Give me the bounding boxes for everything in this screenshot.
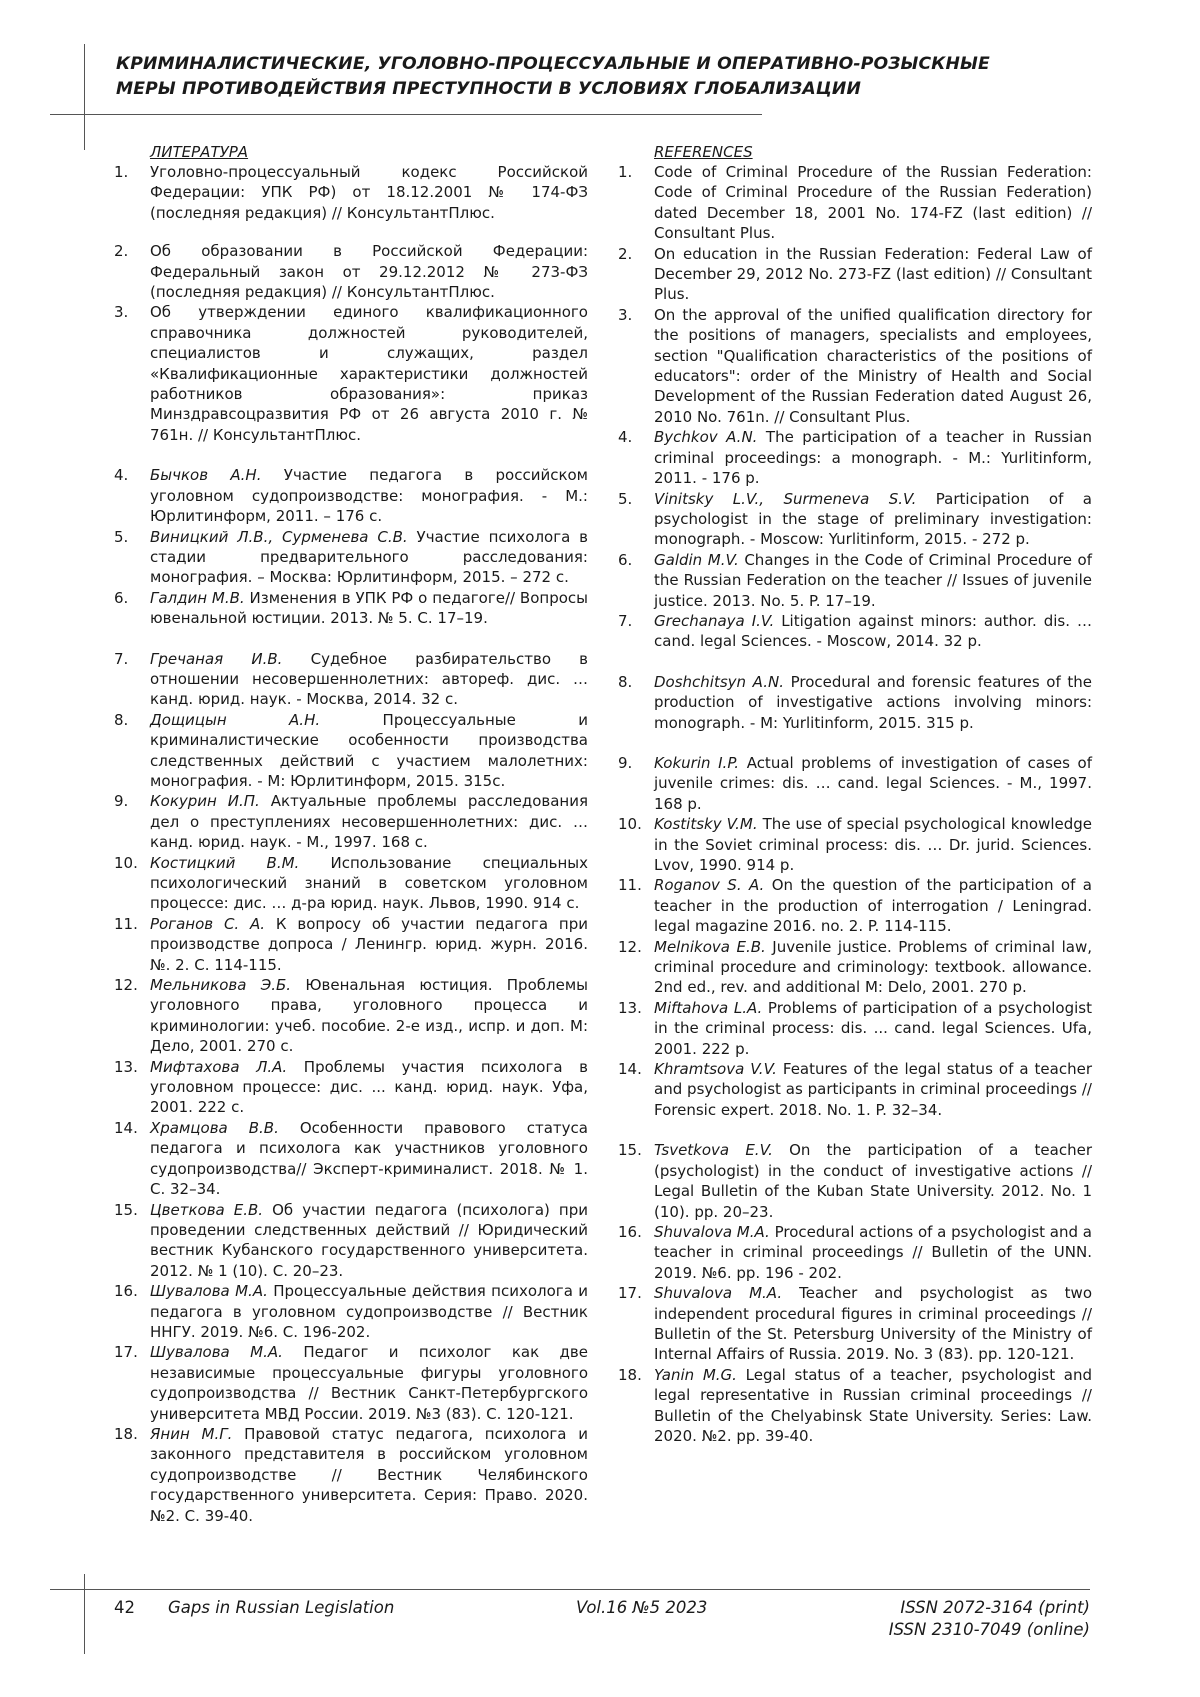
reference-text: Changes in the Code of Criminal Procedure of the Russian Federation on the teacher // Issues of juvenile justice. 2013. No. 5. P. 17–19. [654,550,1092,610]
reference-item [618,937,1092,998]
reference-item [618,305,1092,427]
reference-number: 14. [618,1060,642,1079]
reference-number: 7. [114,649,129,668]
reference-number: 9. [114,792,129,811]
reference-number: 13. [114,1057,138,1076]
reference-number: 12. [618,937,642,956]
header-horizontal-rule [50,114,762,115]
reference-number: 3. [618,305,633,324]
reference-number: 12. [114,976,138,995]
reference-item [618,753,1092,814]
reference-item [618,1283,1092,1365]
reference-number: 11. [114,914,138,933]
reference-number: 11. [618,876,642,895]
reference-item [618,611,1092,652]
reference-author: Doshchitsyn A.N. [654,672,784,691]
reference-author: Шувалова М.А. [150,1343,283,1362]
reference-number: 1. [618,163,633,181]
footer-horizontal-rule [50,1589,1090,1590]
reference-text: On the question of the participation of a teacher in the production of interrogation / Leningrad. legal magazine 2016. no. 2. P. 114-115. [654,876,1092,936]
reference-item [114,1424,588,1526]
literature-heading: ЛИТЕРАТУРА [150,143,249,161]
reference-number: 18. [114,1424,138,1443]
reference-text: Уголовно-процессуальный кодекс Российской Федерации: УПК РФ) от 18.12.2001 № 174-ФЗ (последняя редакция) // КонсультантПлюс. [150,163,588,222]
reference-text: Problems of participation of a psychologist in the criminal process: dis. ... cand. legal Sciences. Ufa, 2001. 222 p. [654,998,1092,1058]
reference-author: Мифтахова Л.А. [150,1057,288,1076]
reference-author: Храмцова В.В. [150,1118,279,1137]
reference-text: Litigation against minors: author. dis. … cand. legal Sciences. - Moscow, 2014. 32 p. [654,611,1092,651]
reference-number: 9. [618,753,633,772]
running-header-line-1: КРИМИНАЛИСТИЧЕСКИЕ, УГОЛОВНО-ПРОЦЕССУАЛЬНЫЕ И ОПЕРАТИВНО-РОЗЫСКНЫЕ [116,54,990,74]
reference-item [114,1200,588,1282]
reference-author: Цветкова Е.В. [150,1200,264,1219]
reference-author: Бычков А.Н. [150,466,262,485]
issn-online: ISSN 2310-7049 (online) [888,1620,1090,1639]
reference-author: Tsvetkova E.V. [654,1141,773,1160]
reference-author: Shuvalova M.A. [654,1284,783,1303]
reference-item [618,1059,1092,1120]
reference-author: Shuvalova M.A. [654,1222,770,1241]
reference-number: 8. [114,710,129,729]
reference-text: Ювенальная юстиция. Проблемы уголовного права, уголовного процесса и криминологии: учеб. пособие. 2-е изд., испр. и доп. М: Дело, 2001. 270 с. [150,976,588,1056]
reference-number: 7. [618,611,633,630]
reference-item [114,710,588,792]
reference-item [114,853,588,914]
reference-text: The use of special psychological knowledge in the Soviet criminal process: dis. … Dr. jurid. Sciences. Lvov, 1990. 914 p. [654,815,1093,874]
reference-text: Актуальные проблемы расследования дел о преступлениях несовершеннолетних: дис. … канд. юрид. наук. - М., 1997. 168 с. [150,792,588,852]
reference-text: On the participation of a teacher (psychologist) in the conduct of investigative actions // Legal Bulletin of the Kuban State University. 2012. No. 1 (10). pp. 20–23. [654,1141,1092,1221]
reference-item [114,1057,588,1118]
reference-text: Об участии педагога (психолога) при проведении следственных действий // Юридический вестник Кубанского государственного университета. 2012. № 1 (10). С. 20–23. [150,1200,588,1280]
reference-item [618,1140,1092,1222]
reference-author: Мельникова Э.Б. [150,976,292,995]
reference-item [618,1222,1092,1283]
running-header-line-2: МЕРЫ ПРОТИВОДЕЙСТВИЯ ПРЕСТУПНОСТИ В УСЛОВИЯХ ГЛОБАЛИЗАЦИИ [116,79,861,99]
reference-item [618,998,1092,1059]
reference-number: 17. [618,1284,642,1303]
reference-item [114,791,588,852]
reference-number: 5. [618,489,633,508]
issn-print: ISSN 2072-3164 (print) [900,1598,1090,1617]
reference-number: 13. [618,998,642,1017]
reference-number: 2. [114,242,129,261]
references-list [618,162,1092,1446]
reference-text: К вопросу об участии педагога при производстве допроса / Ленингр. юрид. журн. 2016. №. 2. С. 114-115. [150,914,588,974]
reference-author: Дощицын А.Н. [150,710,321,729]
reference-number: 16. [618,1222,642,1241]
reference-number: 8. [618,672,633,691]
reference-item [114,302,588,445]
reference-author: Galdin M.V. [654,550,739,569]
reference-author: Kokurin I.P. [654,753,740,772]
header-vertical-rule [84,44,85,150]
reference-item [114,914,588,975]
reference-number: 4. [618,428,633,447]
reference-number: 4. [114,466,129,485]
reference-text: Судебное разбирательство в отношении несовершеннолетних: автореф. дис. … канд. юрид. наук. - Москва, 2014. 32 с. [150,649,589,709]
reference-item [114,1342,588,1424]
reference-author: Grechanaya I.V. [654,611,775,630]
reference-text: Actual problems of investigation of cases of juvenile crimes: dis. … cand. legal Sciences. - M., 1997. 168 p. [654,753,1092,813]
reference-item [114,1281,588,1342]
reference-text: Изменения в УПК РФ о педагоге// Вопросы ювенальной юстиции. 2013. № 5. С. 17–19. [150,588,588,628]
reference-author: Melnikova E.B. [654,937,766,956]
reference-item [618,427,1092,488]
reference-author: Кокурин И.П. [150,792,260,811]
literature-column [114,142,588,1526]
reference-author: Bychkov A.N. [654,428,758,447]
reference-author: Miftahova L.A. [654,998,763,1017]
reference-number: 15. [114,1200,138,1219]
reference-item [618,1365,1092,1447]
reference-text: Juvenile justice. Problems of criminal law, criminal procedure and criminology: textbook. allowance. 2nd ed., rev. and additional M: Delo, 2001. 270 p. [654,937,1092,997]
reference-number: 14. [114,1118,138,1137]
reference-item [618,489,1092,550]
reference-text: Процессуальные действия психолога и педагога в уголовном судопроизводстве // Вестник ННГУ. 2019. №6. С. 196-202. [150,1282,588,1341]
reference-number: 6. [618,550,633,569]
reference-author: Kostitsky V.M. [654,815,758,834]
reference-number: 16. [114,1282,138,1301]
reference-author: Шувалова М.А. [150,1282,268,1301]
reference-text: On education in the Russian Federation: Federal Law of December 29, 2012 No. 273-FZ (last edition) // Consultant Plus. [654,244,1092,304]
reference-text: Legal status of a teacher, psychologist and legal representative in Russian criminal proceedings // Bulletin of the Chelyabinsk State University. Series: Law. 2020. №2. pp. 39-40. [654,1365,1092,1445]
reference-text: Использование специальных психологический знаний в советском уголовном процессе: дис. … д-ра юрид. наук. Львов, 1990. 914 с. [150,853,588,913]
running-header [116,52,1116,102]
reference-author: Khramtsova V.V. [654,1060,777,1079]
reference-author: Костицкий В.М. [150,853,300,872]
reference-text: Особенности правового статуса педагога и психолога как участников уголовного судопроизводства// Эксперт-криминалист. 2018. № 1. С. 32–34. [150,1118,588,1199]
journal-volume: Vol.16 №5 2023 [576,1598,708,1617]
reference-number: 10. [618,815,642,834]
reference-author: Yanin M.G. [654,1365,737,1384]
reference-text: Об утверждении единого квалификационного справочника должностей руководителей, специалистов и служащих, раздел «Квалификационные характеристики должностей работников образования»: приказ Минздравсоцразвития РФ от 26 августа 2010 г. № 761н. // КонсультантПлюс. [150,303,588,444]
references-column [618,142,1092,1446]
reference-item [618,814,1092,875]
reference-item [618,550,1092,611]
reference-author: Галдин М.В. [150,588,245,607]
reference-number: 1. [114,163,129,181]
reference-item [618,162,1092,244]
page-number: 42 [114,1598,135,1617]
reference-number: 5. [114,527,129,546]
reference-text: Participation of a psychologist in the stage of preliminary investigation: monograph. - Moscow: Yurlitinform, 2015. - 272 p. [654,489,1092,549]
reference-number: 17. [114,1343,138,1362]
reference-author: Roganov S. A. [654,876,765,895]
reference-number: 15. [618,1141,642,1160]
reference-author: Vinitsky L.V., Surmeneva S.V. [654,489,917,508]
reference-text: Teacher and psychologist as two independent procedural figures in criminal proceedings // Bulletin of the St. Petersburg University of the Ministry of Internal Affairs of Russia. 2019. No. 3 (83). pp. 120-121. [654,1284,1092,1364]
reference-item [618,875,1092,936]
reference-item [114,527,588,588]
reference-number: 18. [618,1365,642,1384]
reference-text: Правовой статус педагога, психолога и законного представителя в российском уголовном судопроизводстве // Вестник Челябинского государственного университета. Серия: Право. 2020. №2. С. 39-40. [150,1424,588,1525]
reference-item [618,244,1092,305]
reference-number: 10. [114,853,138,872]
reference-text: Проблемы участия психолога в уголовном процессе: дис. ... канд. юрид. наук. Уфа, 2001. 222 с. [150,1057,588,1117]
reference-item [114,588,588,629]
reference-item [114,241,588,302]
reference-text: Procedural actions of a psychologist and a teacher in criminal proceedings // Bulletin of the UNN. 2019. №6. pp. 196 - 202. [654,1222,1092,1282]
reference-author: Гречаная И.В. [150,649,283,668]
reference-text: Procedural and forensic features of the production of investigative actions involving minors: monograph. - M: Yurlitinform, 2015. 315 p. [654,672,1092,732]
reference-number: 2. [618,244,633,263]
reference-item [114,649,588,710]
reference-item [114,975,588,1057]
reference-text: Code of Criminal Procedure of the Russian Federation: Code of Criminal Procedure of the Russian Federation) dated December 18, 2001 No. 174-FZ (last edition) // Consultant Plus. [654,163,1092,243]
reference-item [618,672,1092,733]
reference-author: Янин М.Г. [150,1424,233,1443]
footer-vertical-rule [84,1574,85,1654]
journal-name: Gaps in Russian Legislation [168,1598,395,1617]
reference-author: Виницкий Л.В., Сурменева С.В. [150,527,408,546]
reference-item [114,465,588,526]
reference-text: Педагог и психолог как две независимые процессуальные фигуры уголовного судопроизводства // Вестник Санкт-Петербургского университета МВД России. 2019. №3 (83). С. 120-121. [150,1343,588,1423]
reference-item [114,162,588,223]
reference-number: 3. [114,303,129,322]
references-heading: REFERENCES [654,143,753,161]
issn-block [889,1597,1090,1641]
reference-text: On the approval of the unified qualification directory for the positions of managers, specialists and employees, section "Qualification characteristics of the positions of educators": order of the Ministry of Health and Social Development of the Russian Federation dated August 26, 2010 No. 761n. // Consultant Plus. [654,305,1092,426]
literature-list [114,162,588,1526]
reference-text: Features of the legal status of a teacher and psychologist as participants in criminal proceedings // Forensic expert. 2018. No. 1. P. 32–34. [654,1060,1093,1119]
reference-author: Роганов С. А. [150,914,266,933]
reference-text: Участие психолога в стадии предварительного расследования: монография. – Москва: Юрлитинформ, 2015. – 272 с. [150,527,589,587]
reference-text: Участие педагога в российском уголовном судопроизводстве: монография. - М.: Юрлитинформ, 2011. – 176 с. [150,466,588,526]
reference-text: The participation of a teacher in Russian criminal proceedings: a monograph. - M.: Yurlitinform, 2011. - 176 p. [654,428,1092,488]
reference-text: Процессуальные и криминалистические особенности производства следственных действий с участием малолетних: монография. - М: Юрлитинформ, 2015. 315с. [150,710,588,790]
reference-number: 6. [114,588,129,607]
reference-item [114,1118,588,1200]
reference-text: Об образовании в Российской Федерации: Федеральный закон от 29.12.2012 № 273-ФЗ (последняя редакция) // КонсультантПлюс. [150,242,588,302]
